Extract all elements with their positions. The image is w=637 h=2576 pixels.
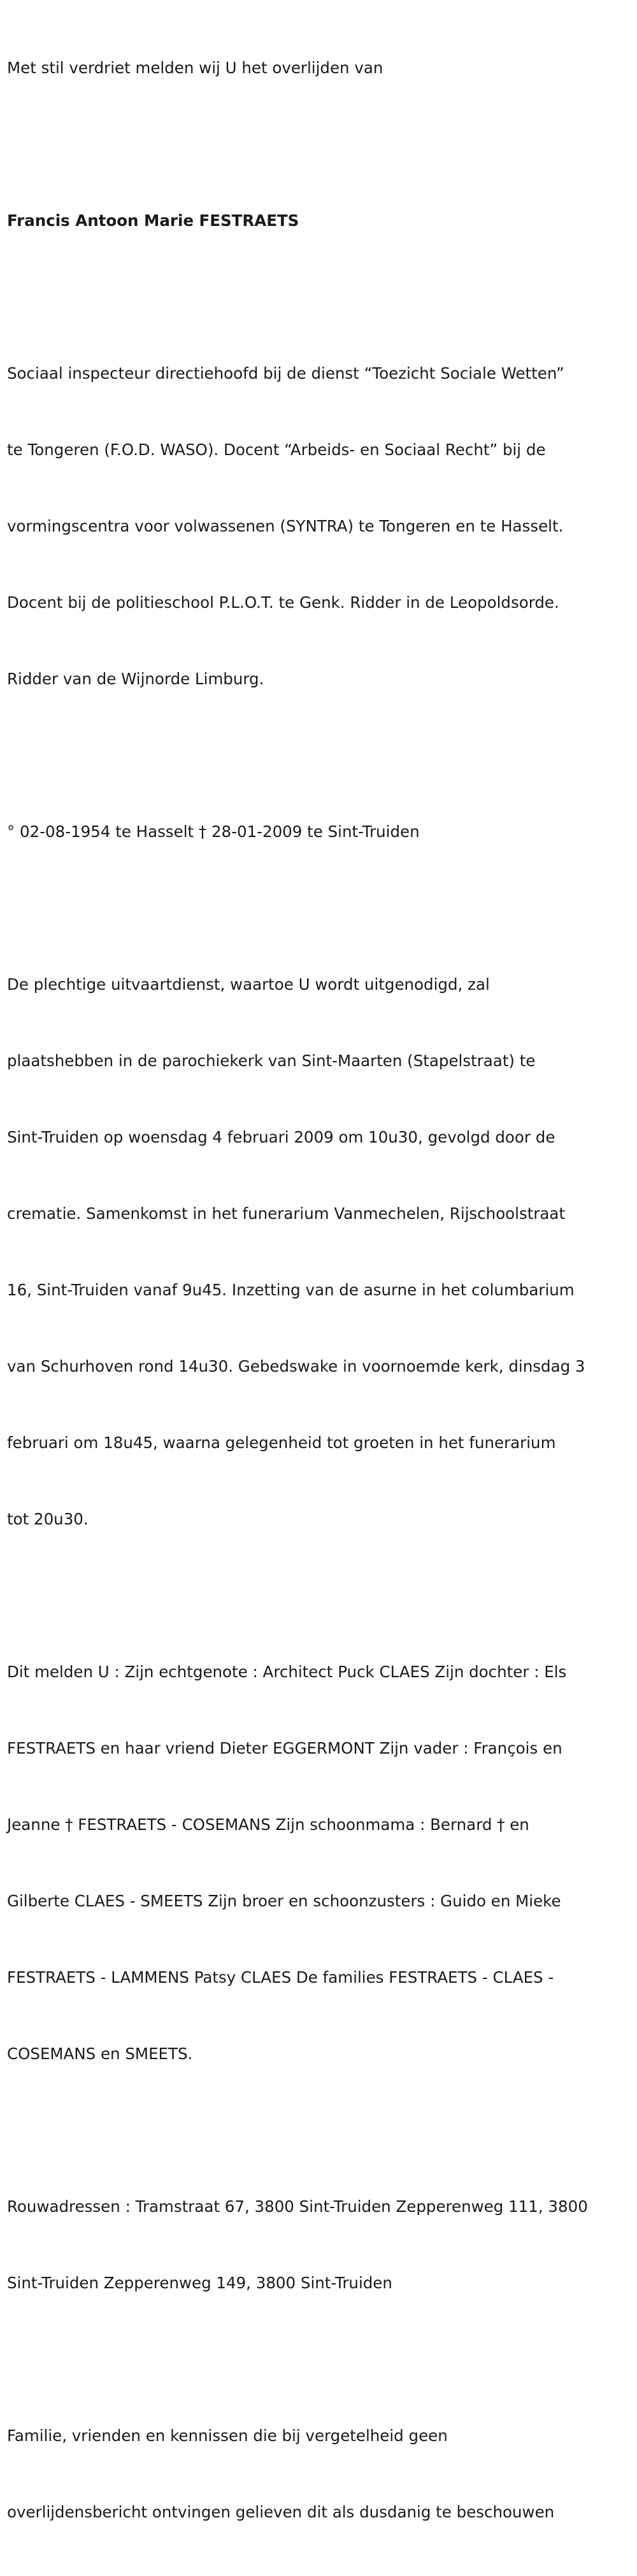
- family-line: Dit melden U : Zijn echtgenote : Architect Puck CLAES Zijn dochter : Els: [7, 1663, 567, 1681]
- family-line: [7, 1812, 637, 1838]
- intro-paragraph: [7, 4, 637, 132]
- family-line: FESTRAETS en haar vriend Dieter EGGERMONT Zijn vader : François en: [7, 1739, 562, 1757]
- address-line: Rouwadressen : Tramstraat 67, 3800 Sint-Truiden Zepperenweg 111, 3800: [7, 2197, 588, 2216]
- closing-line: overlijdensbericht ontvingen gelieven dit als dusdanig te beschouwen: [7, 2503, 555, 2521]
- ceremony-line: Sint-Truiden op woensdag 4 februari 2009 om 10u30, gevolgd door de: [7, 1128, 555, 1146]
- family-text: Jeanne: [7, 1815, 66, 1834]
- dates-line: [7, 819, 637, 845]
- biography-line: Docent bij de politieschool P.L.O.T. te Genk. Ridder in de Leopoldsorde.: [7, 593, 559, 612]
- name-paragraph: [7, 157, 637, 285]
- biography-line: Ridder van de Wijnorde Limburg.: [7, 670, 264, 688]
- cross-icon: †: [497, 1815, 505, 1834]
- ceremony-line: plaatshebben in de parochiekerk van Sint-Maarten (Stapelstraat) te: [7, 1052, 536, 1070]
- family-text: en: [505, 1815, 529, 1834]
- closing-paragraph: [7, 2372, 637, 2576]
- family-paragraph: [7, 1608, 637, 2118]
- ceremony-line: crematie. Samenkomst in het funerarium Vanmechelen, Rijschoolstraat: [7, 1204, 566, 1223]
- dates-paragraph: [7, 768, 637, 896]
- ceremony-paragraph: [7, 921, 637, 1583]
- ceremony-line: 16, Sint-Truiden vanaf 9u45. Inzetting van de asurne in het columbarium: [7, 1281, 575, 1299]
- intro-text: Met stil verdriet melden wij U het overlijden van: [7, 59, 383, 77]
- death-date: 28-01-2009 te Sint-Truiden: [206, 822, 420, 841]
- family-line: Gilberte CLAES - SMEETS Zijn broer en schoonzusters : Guido en Mieke: [7, 1892, 561, 1910]
- family-line: COSEMANS en SMEETS.: [7, 2045, 193, 2063]
- cross-icon: †: [65, 1815, 73, 1834]
- ceremony-line: De plechtige uitvaartdienst, waartoe U wordt uitgenodigd, zal: [7, 975, 490, 994]
- ceremony-line: van Schurhoven rond 14u30. Gebedswake in voornoemde kerk, dinsdag 3: [7, 1357, 585, 1376]
- biography-line: Sociaal inspecteur directiehoofd bij de dienst “Toezicht Sociale Wetten”: [7, 364, 564, 383]
- biography-line: te Tongeren (F.O.D. WASO). Docent “Arbeids- en Sociaal Recht” bij de: [7, 440, 546, 459]
- address-line: Sint-Truiden Zepperenweg 149, 3800 Sint-Truiden: [7, 2274, 392, 2292]
- ceremony-line: tot 20u30.: [7, 1510, 89, 1528]
- biography-paragraph: [7, 310, 637, 743]
- closing-line: Familie, vrienden en kennissen die bij vergetelheid geen: [7, 2426, 448, 2445]
- family-line: FESTRAETS - LAMMENS Patsy CLAES De families FESTRAETS - CLAES -: [7, 1968, 554, 1987]
- biography-line: vormingscentra voor volwassenen (SYNTRA) te Tongeren en te Hasselt.: [7, 517, 564, 535]
- ceremony-line: februari om 18u45, waarna gelegenheid tot groeten in het funerarium: [7, 1433, 556, 1452]
- family-text: FESTRAETS - COSEMANS Zijn schoonmama : Bernard: [73, 1815, 497, 1834]
- cross-icon: †: [198, 822, 207, 841]
- birth-date: ° 02-08-1954 te Hasselt: [7, 822, 199, 841]
- addresses-paragraph: [7, 2143, 637, 2347]
- deceased-name: Francis Antoon Marie FESTRAETS: [7, 211, 299, 230]
